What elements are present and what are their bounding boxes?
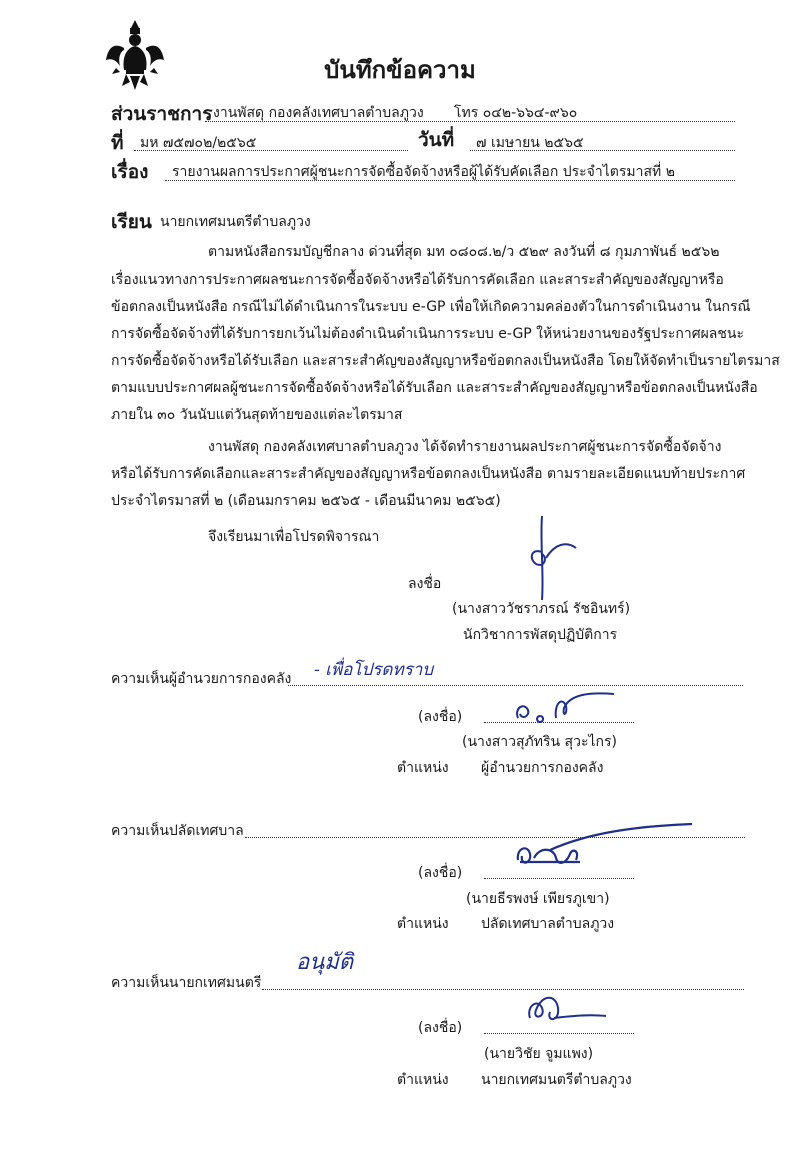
- para2-line-1: งานพัสดุ กองคลังเทศบาลตำบลภูวง ได้จัดทำรายงานผลประกาศผู้ชนะการจัดซื้อจัดจ้าง: [208, 439, 722, 455]
- doc-no-label: ที่: [111, 132, 124, 154]
- signer1-position: นักวิชาการพัสดุปฏิบัติการ: [463, 627, 618, 643]
- para2-line-2: หรือได้รับการคัดเลือกและสาระสำคัญของสัญญาหรือข้อตกลงเป็นหนังสือ ตามรายละเอียดแนบท้ายประกาศ: [111, 466, 746, 482]
- date-label: วันที่: [418, 129, 455, 151]
- finance-sign-dotline: [484, 722, 634, 723]
- subject-label: เรื่อง: [111, 161, 149, 183]
- mayor-sign-label: (ลงชื่อ): [418, 1020, 463, 1036]
- signature-clerk: [510, 820, 700, 880]
- subject-value: รายงานผลการประกาศผู้ชนะการจัดซื้อจัดจ้างหรือผู้ได้รับคัดเลือก ประจำไตรมาสที่ ๒: [172, 164, 675, 180]
- para1-line-2: เรื่องแนวทางการประกาศผลชนะการจัดซื้อจัดจ้างหรือได้รับการคัดเลือก และสาระสำคัญของสัญญาหรือ: [111, 272, 724, 288]
- mayor-name: (นายวิชัย จูมแพง): [484, 1046, 594, 1062]
- closing-text: จึงเรียนมาเพื่อโปรดพิจารณา: [208, 529, 380, 545]
- mayor-sign-dotline: [484, 1033, 634, 1034]
- para1-line-3: ข้อตกลงเป็นหนังสือ กรณีไม่ได้ดำเนินการในระบบ e-GP เพื่อให้เกิดความคล่องตัวในการดำเนินงาน ในกรณี: [111, 299, 751, 315]
- agency-dotline: [205, 121, 735, 122]
- subject-dotline: [165, 180, 735, 181]
- clerk-opinion-label: ความเห็นปลัดเทศบาล: [111, 823, 244, 839]
- clerk-sign-label: (ลงชื่อ): [418, 865, 463, 881]
- doc-no-value: มห ๗๕๗๐๒/๒๕๖๕: [140, 135, 257, 151]
- para1-line-5: การจัดซื้อจัดจ้างหรือได้รับเลือก และสาระสำคัญของสัญญาหรือข้อตกลงเป็นหนังสือ โดยให้จัดทำเป็นรายไตรมาส: [111, 353, 780, 369]
- mayor-opinion-label: ความเห็นนายกเทศมนตรี: [111, 975, 262, 991]
- mayor-position: นายกเทศมนตรีตำบลภูวง: [481, 1072, 632, 1088]
- agency-label: ส่วนราชการ: [111, 103, 213, 125]
- para2-line-3: ประจำไตรมาสที่ ๒ (เดือนมกราคม ๒๕๖๕ - เดือนมีนาคม ๒๕๖๕): [111, 493, 501, 509]
- finance-opinion-label: ความเห็นผู้อำนวยการกองคลัง: [111, 671, 292, 687]
- mayor-opinion-handwritten: อนุมัติ: [296, 950, 354, 975]
- doc-no-dotline: [134, 150, 408, 151]
- clerk-position: ปลัดเทศบาลตำบลภูวง: [481, 916, 615, 932]
- clerk-sign-dotline: [484, 878, 634, 879]
- finance-sign-label: (ลงชื่อ): [418, 709, 463, 725]
- signer1-name: (นางสาววัชราภรณ์ รัชอินทร์): [452, 601, 631, 617]
- para1-line-1: ตามหนังสือกรมบัญชีกลาง ด่วนที่สุด มท ๐๘๐๘.๒/ว ๕๒๙ ลงวันที่ ๘ กุมภาพันธ์ ๒๕๖๒: [208, 244, 720, 260]
- finance-opinion-handwritten: - เพื่อโปรดทราบ: [314, 660, 434, 680]
- para1-line-6: ตามแบบประกาศผลผู้ชนะการจัดซื้อจัดจ้างหรือได้รับเลือก และสาระสำคัญของสัญญาหรือข้อตกลงเป็นหนังสือ: [111, 380, 758, 396]
- finance-opinion-dotline: [288, 685, 743, 686]
- date-value: ๗ เมษายน ๒๕๖๕: [476, 135, 584, 151]
- finance-position: ผู้อำนวยการกองคลัง: [481, 760, 604, 776]
- finance-name: (นางสาวสุภัทริน สุวะไกร): [462, 734, 617, 750]
- signature-1: [522, 512, 592, 604]
- tel-value: โทร ๐๔๒-๖๖๔-๙๖๐: [454, 105, 578, 121]
- para1-line-7: ภายใน ๓๐ วันนับแต่วันสุดท้ายของแต่ละไตรมาส: [111, 407, 403, 423]
- signature-mayor: [520, 988, 610, 1028]
- signer1-sign-label: ลงชื่อ: [408, 576, 442, 592]
- memo-title: บันทึกข้อความ: [324, 56, 476, 84]
- clerk-name: (นายธีรพงษ์ เพียรภูเขา): [466, 891, 610, 907]
- date-dotline: [470, 150, 735, 151]
- salutation-label: เรียน: [111, 211, 152, 233]
- agency-value: งานพัสดุ กองคลังเทศบาลตำบลภูวง: [213, 105, 424, 121]
- mayor-opinion-dotline: [262, 989, 744, 990]
- mayor-position-label: ตำแหน่ง: [397, 1072, 449, 1088]
- clerk-position-label: ตำแหน่ง: [397, 916, 449, 932]
- salutation-to: นายกเทศมนตรีตำบลภูวง: [160, 214, 311, 230]
- finance-position-label: ตำแหน่ง: [397, 760, 449, 776]
- para1-line-4: การจัดซื้อจัดจ้างที่ได้รับการยกเว้นไม่ต้องดำเนินดำเนินการระบบ e-GP ให้หน่วยงานของรัฐประกาศผลชนะ: [111, 326, 744, 342]
